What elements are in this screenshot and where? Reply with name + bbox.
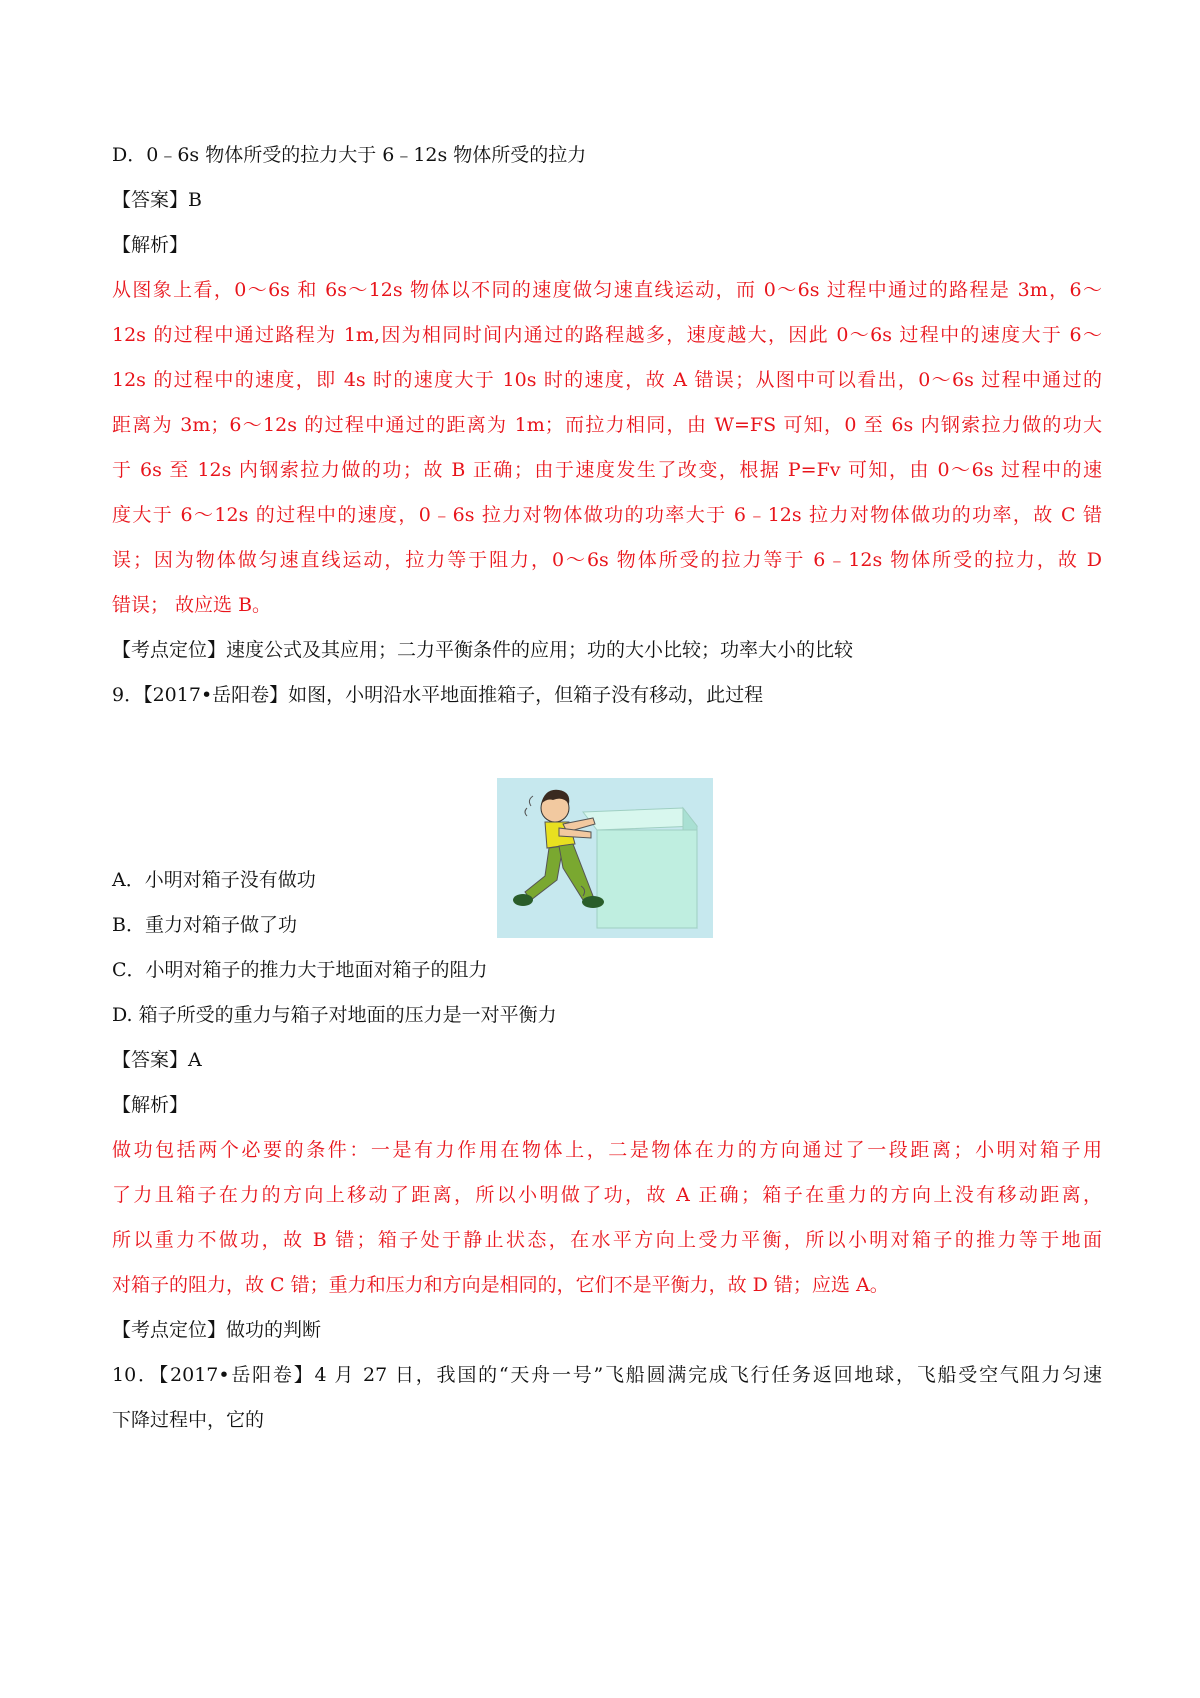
- q9-option-b: B．重力对箱子做了功: [112, 914, 297, 936]
- q8-analysis-line: 从图象上看，0～6s 和 6s～12s 物体以不同的速度做匀速直线运动，而 0～6s 过程中通过的路程是 3m，6～: [112, 279, 1102, 301]
- q8-answer: 【答案】B: [112, 189, 202, 211]
- q8-analysis-line: 于 6s 至 12s 内钢索拉力做的功；故 B 正确；由于速度发生了改变，根据 P=Fv 可知，由 0～6s 过程中的速: [112, 459, 1102, 481]
- q9-analysis-line: 了力且箱子在力的方向上移动了距离，所以小明做了功，故 A 正确；箱子在重力的方向上没有移动距离，: [112, 1184, 1102, 1206]
- q9-option-c: C．小明对箱子的推力大于地面对箱子的阻力: [112, 959, 488, 981]
- q9-answer: 【答案】A: [112, 1049, 202, 1071]
- q8-analysis-line: 误；因为物体做匀速直线运动，拉力等于阻力，0～6s 物体所受的拉力等于 6﹣12s 物体所受的拉力，故 D: [112, 549, 1102, 571]
- q9-analysis-heading: 【解析】: [112, 1094, 189, 1116]
- q8-analysis-line: 距离为 3m；6～12s 的过程中通过的距离为 1m；而拉力相同，由 W=FS 可知，0 至 6s 内钢索拉力做的功大: [112, 414, 1102, 436]
- q8-analysis-line: 12s 的过程中的速度，即 4s 时的速度大于 10s 时的速度，故 A 错误；从图中可以看出，0～6s 过程中通过的: [112, 369, 1102, 391]
- q9-analysis-line: 对箱子的阻力，故 C 错；重力和压力和方向是相同的，它们不是平衡力，故 D 错；应选 A。: [112, 1274, 889, 1296]
- q8-key-points: 【考点定位】速度公式及其应用；二力平衡条件的应用；功的大小比较；功率大小的比较: [112, 639, 854, 661]
- q10-stem-line: 下降过程中，它的: [112, 1409, 265, 1431]
- q8-analysis-heading: 【解析】: [112, 234, 189, 256]
- q8-analysis-line: 12s 的过程中通过路程为 1m,因为相同时间内通过的路程越多，速度越大，因此 0～6s 过程中的速度大于 6～: [112, 324, 1102, 346]
- q9-analysis-line: 所以重力不做功，故 B 错；箱子处于静止状态，在水平方向上受力平衡，所以小明对箱子的推力等于地面: [112, 1229, 1102, 1251]
- q8-option-d: D．0﹣6s 物体所受的拉力大于 6﹣12s 物体所受的拉力: [112, 144, 587, 166]
- q8-analysis-line: 错误； 故应选 B。: [112, 594, 272, 616]
- q9-key-points: 【考点定位】做功的判断: [112, 1319, 322, 1341]
- q9-option-a: A．小明对箱子没有做功: [112, 869, 316, 891]
- q9-stem: 9．【2017•岳阳卷】如图，小明沿水平地面推箱子，但箱子没有移动，此过程: [112, 684, 764, 706]
- q9-analysis-line: 做功包括两个必要的条件：一是有力作用在物体上，二是物体在力的方向通过了一段距离；小明对箱子用: [112, 1139, 1102, 1161]
- q8-analysis-line: 度大于 6～12s 的过程中的速度，0﹣6s 拉力对物体做功的功率大于 6﹣12s 拉力对物体做功的功率，故 C 错: [112, 504, 1102, 526]
- q10-stem-line: 10．【2017•岳阳卷】4 月 27 日，我国的“天舟一号”飞船圆满完成飞行任务返回地球，飞船受空气阻力匀速: [112, 1364, 1102, 1386]
- q9-option-d: D. 箱子所受的重力与箱子对地面的压力是一对平衡力: [112, 1004, 557, 1026]
